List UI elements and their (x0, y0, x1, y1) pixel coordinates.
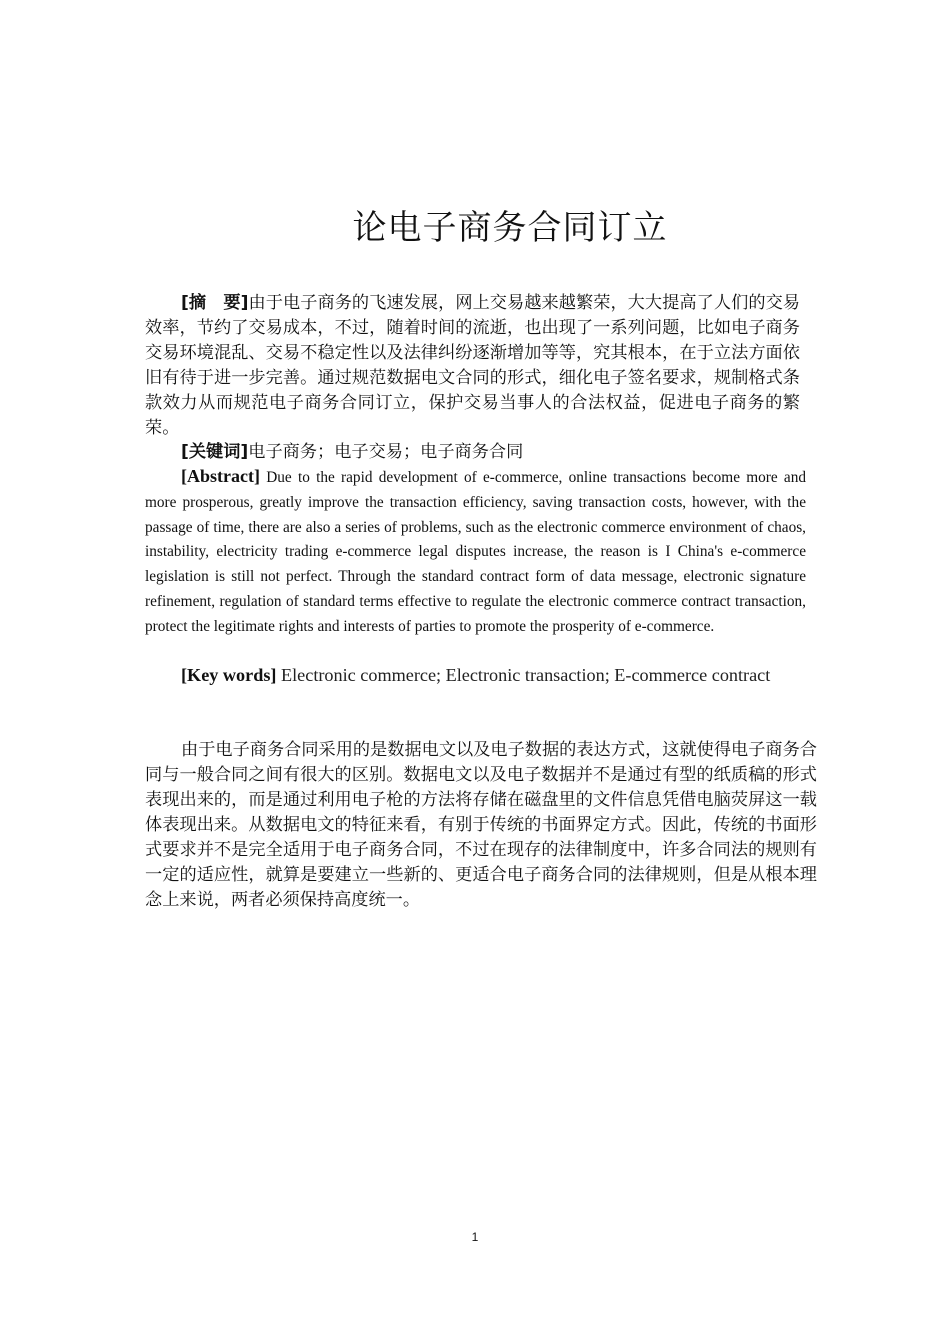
abstract-en-label: [Abstract] (181, 466, 260, 486)
keywords-cn-text: 电子商务；电子交易；电子商务合同 (248, 442, 524, 462)
keywords-en-label: [Key words] (181, 665, 277, 685)
abstract-en (145, 464, 806, 640)
keywords-cn-label: [关键词] (181, 442, 249, 462)
abstract-cn-label: [摘 要] (181, 293, 249, 313)
keywords-cn (181, 440, 801, 465)
keywords-en (181, 662, 831, 688)
abstract-cn-text: 由于电子商务的飞速发展，网上交易越来越繁荣，大大提高了人们的交易效率，节约了交易成本，不过，随着时间的流逝，也出现了一系列问题，比如电子商务交易环境混乱、交易不稳定性以及法律纠纷逐渐增加等等，究其根本，在于立法方面依旧有待于进一步完善。通过规范数据电文合同的形式，细化电子签名要求，规制格式条款效力从而规范电子商务合同订立，保护交易当事人的合法权益，促进电子商务的繁荣。 (145, 293, 800, 438)
page-number: 1 (471, 1230, 479, 1244)
abstract-cn (145, 291, 800, 441)
keywords-en-text: Electronic commerce; Electronic transaction; E-commerce contract (281, 665, 771, 685)
abstract-en-text: Due to the rapid development of e-commerce, online transactions become more and more prosperous, greatly improve the transaction efficiency, saving transaction costs, however, with the passage of time, there are also a series of problems, such as the electronic commerce environment of chaos, instability, electricity trading e-commerce legal disputes increase, the reason is I China's e-commerce legislation is still not perfect. Through the standard contract form of data message, electronic signature refinement, regulation of standard terms effective to regulate the electronic commerce contract transaction, protect the legitimate rights and interests of parties to promote the prosperity of e-commerce. (145, 469, 806, 635)
document-title: 论电子商务合同订立 (352, 208, 668, 248)
body-paragraph: 由于电子商务合同采用的是数据电文以及电子数据的表达方式，这就使得电子商务合同与一般合同之间有很大的区别。数据电文以及电子数据并不是通过有型的纸质稿的形式表现出来的，而是通过利用电子枪的方法将存储在磁盘里的文件信息凭借电脑荧屏这一载体表现出来。从数据电文的特征来看，有别于传统的书面界定方式。因此，传统的书面形式要求并不是完全适用于电子商务合同，不过在现存的法律制度中，许多合同法的规则有一定的适应性，就算是要建立一些新的、更适合电子商务合同的法律规则，但是从根本理念上来说，两者必须保持高度统一。 (145, 740, 817, 910)
